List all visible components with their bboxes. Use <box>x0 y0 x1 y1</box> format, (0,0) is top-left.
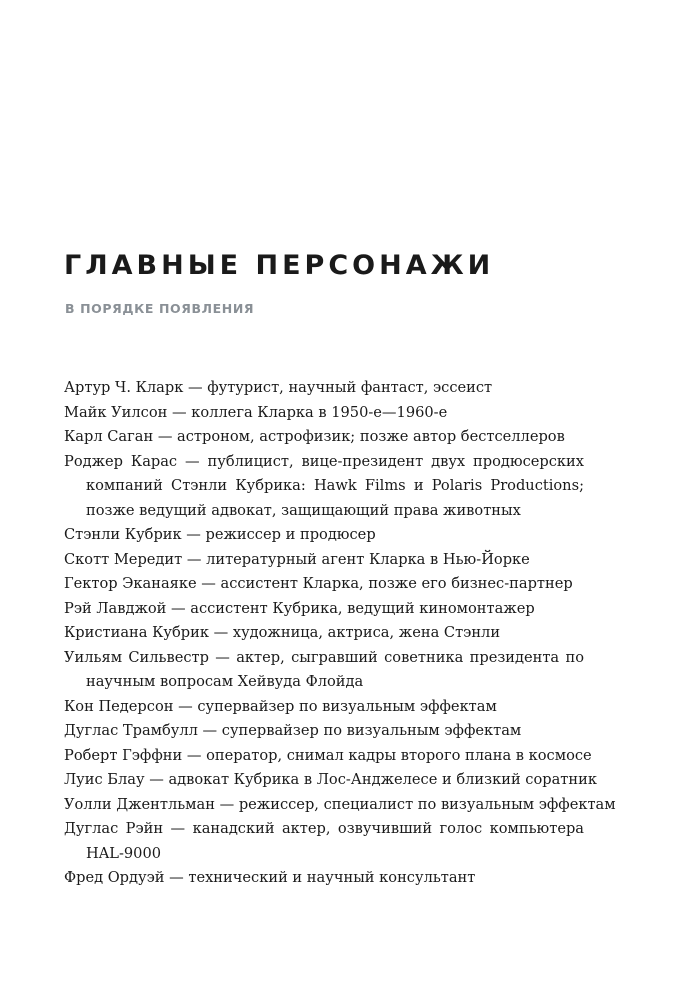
character-entry: Луис Блау — адвокат Кубрика в Лос-Анджелесе и близкий соратник <box>64 771 597 788</box>
character-entry: Гектор Эканаяке — ассистент Кларка, позже его бизнес-партнер <box>64 575 573 592</box>
character-entry: Фред Ордуэй — технический и научный консультант <box>64 869 476 886</box>
character-entry: Уильям Сильвестр — актер, сыгравший советника президента по научным вопросам Хейвуда Флойда <box>64 648 584 690</box>
character-entry: Роберт Гэффни — оператор, снимал кадры второго плана в космосе <box>64 746 592 764</box>
character-entry: Роджер Карас — публицист, вице-президент двух продюсерских компаний Стэнли Кубрика: Hawk Films и Polaris Productions; позже ведущий адвокат, защищающий права животных <box>64 452 584 519</box>
character-entry: Майк Уилсон — коллега Кларка в 1950-е—1960-е <box>64 403 448 421</box>
character-entry: Кон Педерсон — супервайзер по визуальным эффектам <box>64 697 497 715</box>
character-entry: Кристиана Кубрик — художница, актриса, жена Стэнли <box>64 624 501 641</box>
character-entry: Артур Ч. Кларк — футурист, научный фантаст, эссеист <box>64 379 493 396</box>
character-entry: Уолли Джентльман — режиссер, специалист по визуальным эффектам <box>64 795 616 813</box>
page-subtitle: В ПОРЯДКЕ ПОЯВЛЕНИЯ <box>65 301 255 316</box>
character-entry: Стэнли Кубрик — режиссер и продюсер <box>64 526 376 543</box>
character-entry: Дуглас Трамбулл — супервайзер по визуальным эффектам <box>64 722 522 739</box>
character-entry: Дуглас Рэйн — канадский актер, озвучивший голос компьютера HAL-9000 <box>64 820 584 862</box>
page-title: ГЛАВНЫЕ ПЕРСОНАЖИ <box>64 250 495 281</box>
character-list <box>64 376 616 891</box>
character-entry: Рэй Лавджой — ассистент Кубрика, ведущий киномонтажер <box>64 599 535 617</box>
character-entry: Карл Саган — астроном, астрофизик; позже автор бестселлеров <box>64 428 565 445</box>
character-entry: Скотт Мередит — литературный агент Кларка в Нью-Йорке <box>64 550 530 568</box>
